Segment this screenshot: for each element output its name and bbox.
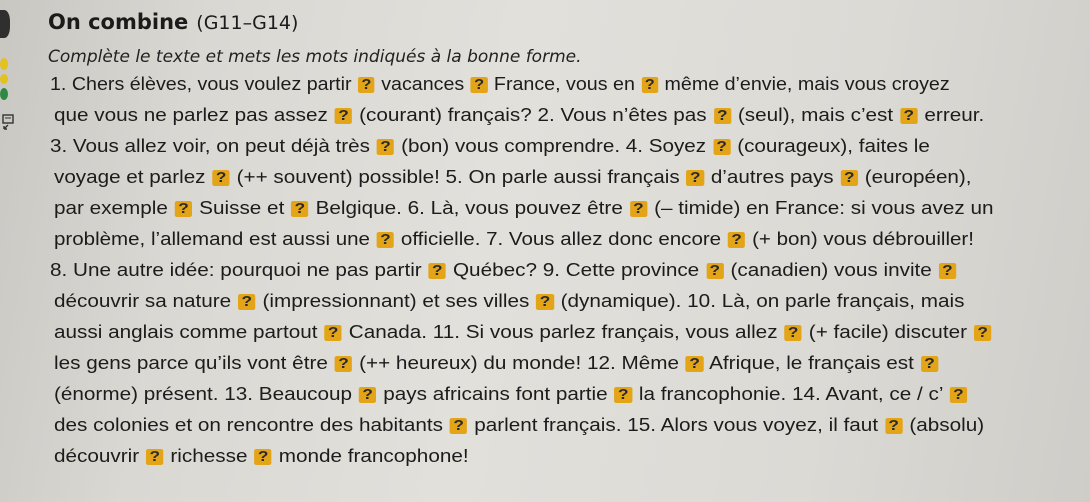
- text-segment: Suisse et: [193, 198, 291, 218]
- text-segment: que vous ne parlez pas assez: [54, 105, 334, 125]
- text-line: [54, 384, 968, 405]
- text-segment: 1. Chers élèves, vous voulez partir: [50, 74, 358, 94]
- page-reference-icon: [2, 114, 16, 130]
- blank-marker: ?: [335, 108, 352, 124]
- blank-marker: ?: [536, 294, 553, 310]
- text-segment: Belgique. 6. Là, vous pouvez être: [309, 198, 629, 218]
- text-segment: 3. Vous allez voir, on peut déjà très: [50, 136, 376, 156]
- blank-marker: ?: [335, 356, 352, 372]
- page-margin: [0, 0, 28, 502]
- text-segment: (+ bon) vous débrouiller!: [746, 229, 974, 249]
- blank-marker: ?: [450, 418, 467, 434]
- blank-marker: ?: [713, 139, 730, 155]
- exercise-instruction: Complète le texte et mets les mots indiqués à la bonne forme.: [48, 47, 582, 67]
- green-dot-icon: [0, 88, 8, 100]
- text-segment: (impressionnant) et ses villes: [256, 291, 536, 311]
- text-segment: des colonies et on rencontre des habitants: [54, 415, 449, 435]
- text-segment: (++ heureux) du monde! 12. Même: [353, 353, 685, 373]
- text-segment: (absolu): [903, 415, 985, 435]
- blank-marker: ?: [630, 201, 647, 217]
- text-segment: (courageux), faites le: [731, 136, 930, 156]
- text-segment: vacances: [375, 74, 470, 94]
- yellow-dot-icon: [0, 58, 8, 70]
- text-segment: (++ souvent) possible! 5. On parle aussi français: [230, 167, 686, 187]
- blank-marker: ?: [615, 387, 632, 403]
- section-marker-icon: [0, 10, 10, 38]
- blank-marker: ?: [291, 201, 308, 217]
- text-segment: (bon) vous comprendre. 4. Soyez: [395, 136, 712, 156]
- text-segment: les gens parce qu’ils vont être: [54, 353, 334, 373]
- text-segment: 8. Une autre idée: pourquoi ne pas partir: [50, 260, 428, 280]
- text-segment: parlent français. 15. Alors vous voyez, il faut: [468, 415, 884, 435]
- blank-marker: ?: [175, 201, 192, 217]
- blank-marker: ?: [885, 418, 902, 434]
- yellow-dot-icon: [0, 74, 8, 84]
- text-segment: (– timide) en France: si vous avez un: [648, 198, 994, 218]
- blank-marker: ?: [254, 449, 271, 465]
- blank-marker: ?: [359, 387, 376, 403]
- blank-marker: ?: [324, 325, 341, 341]
- blank-marker: ?: [687, 170, 704, 186]
- text-line: [54, 322, 992, 343]
- text-line: [54, 105, 984, 126]
- text-line: [54, 229, 974, 250]
- exercise-title: [48, 10, 298, 34]
- text-line: [50, 136, 930, 157]
- text-segment: erreur.: [918, 105, 985, 125]
- text-line: [54, 446, 469, 467]
- blank-marker: ?: [212, 170, 229, 186]
- text-segment: Québec? 9. Cette province: [447, 260, 705, 280]
- text-segment: découvrir: [54, 446, 145, 466]
- text-segment: découvrir sa nature: [54, 291, 237, 311]
- blank-marker: ?: [377, 232, 394, 248]
- text-segment: aussi anglais comme partout: [54, 322, 324, 342]
- text-segment: (courant) français? 2. Vous n’êtes pas: [353, 105, 713, 125]
- text-segment: par exemple: [54, 198, 174, 218]
- blank-marker: ?: [377, 139, 394, 155]
- text-segment: officielle. 7. Vous allez donc encore: [395, 229, 727, 249]
- text-line: [54, 353, 939, 374]
- blank-marker: ?: [146, 449, 163, 465]
- text-segment: d’autres pays: [705, 167, 840, 187]
- blank-marker: ?: [706, 263, 723, 279]
- text-line: [50, 74, 950, 95]
- text-segment: même d’envie, mais vous croyez: [659, 74, 950, 94]
- blank-marker: ?: [714, 108, 731, 124]
- grammar-reference: (G11–G14): [196, 12, 299, 34]
- text-segment: monde francophone!: [272, 446, 469, 466]
- blank-marker: ?: [429, 263, 446, 279]
- blank-marker: ?: [728, 232, 745, 248]
- text-line: [54, 415, 984, 436]
- blank-marker: ?: [841, 170, 858, 186]
- blank-marker: ?: [641, 77, 658, 93]
- blank-marker: ?: [238, 294, 255, 310]
- exercise-title-text: On combine: [48, 10, 189, 34]
- text-segment: problème, l’allemand est aussi une: [54, 229, 376, 249]
- text-segment: (+ facile) discuter: [803, 322, 973, 342]
- text-line: [50, 260, 957, 281]
- blank-marker: ?: [686, 356, 703, 372]
- text-segment: (dynamique). 10. Là, on parle français, mais: [554, 291, 965, 311]
- text-line: [54, 291, 964, 312]
- text-segment: voyage et parlez: [54, 167, 212, 187]
- blank-marker: ?: [950, 387, 967, 403]
- text-segment: pays africains font partie: [377, 384, 614, 404]
- blank-marker: ?: [939, 263, 956, 279]
- blank-marker: ?: [921, 356, 938, 372]
- text-segment: (énorme) présent. 13. Beaucoup: [54, 384, 358, 404]
- text-segment: Afrique, le français est: [704, 353, 920, 373]
- text-segment: Canada. 11. Si vous parlez français, vous allez: [342, 322, 784, 342]
- blank-marker: ?: [900, 108, 917, 124]
- text-segment: (seul), mais c’est: [732, 105, 899, 125]
- text-segment: (canadien) vous invite: [724, 260, 938, 280]
- text-segment: la francophonie. 14. Avant, ce / c’: [633, 384, 949, 404]
- text-segment: richesse: [164, 446, 254, 466]
- text-line: [54, 167, 972, 188]
- blank-marker: ?: [974, 325, 991, 341]
- text-segment: France, vous en: [488, 74, 641, 94]
- blank-marker: ?: [471, 77, 488, 93]
- blank-marker: ?: [784, 325, 801, 341]
- blank-marker: ?: [358, 77, 375, 93]
- text-segment: (européen),: [859, 167, 972, 187]
- text-line: [54, 198, 993, 219]
